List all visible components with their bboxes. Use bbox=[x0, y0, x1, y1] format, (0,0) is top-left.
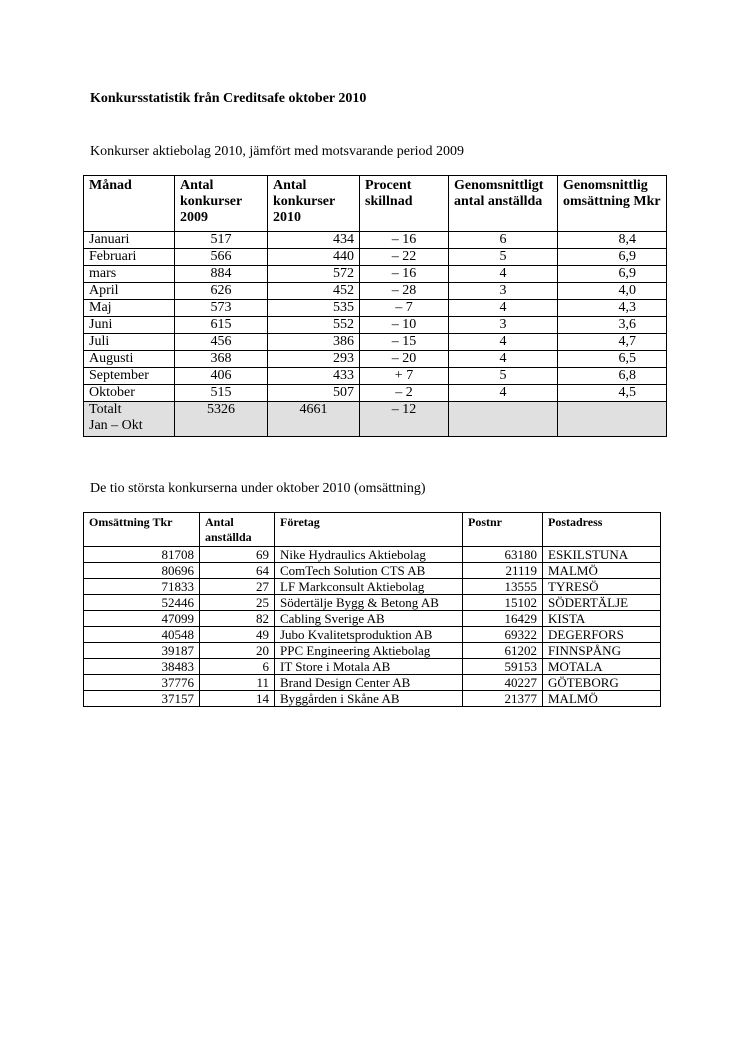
cell-company: Byggården i Skåne AB bbox=[275, 691, 463, 707]
cell-avg-turnover: 4,3 bbox=[558, 300, 667, 317]
table-row bbox=[84, 283, 667, 300]
cell-percent-diff: – 10 bbox=[360, 317, 449, 334]
bankruptcy-monthly-table bbox=[83, 175, 667, 437]
table-header-row bbox=[84, 176, 667, 232]
cell-count-2009: 566 bbox=[175, 249, 268, 266]
total-row bbox=[84, 402, 667, 437]
cell-count-2010: 440 bbox=[268, 249, 360, 266]
cell-postcode: 21119 bbox=[463, 563, 543, 579]
table-row bbox=[84, 691, 661, 707]
cell-month: Juli bbox=[84, 334, 175, 351]
cell-month: September bbox=[84, 368, 175, 385]
cell-avg-employees: 6 bbox=[449, 232, 558, 249]
cell-avg-employees: 3 bbox=[449, 317, 558, 334]
cell-city: MALMÖ bbox=[543, 691, 661, 707]
cell-count-2010: 433 bbox=[268, 368, 360, 385]
cell-count-2009: 515 bbox=[175, 385, 268, 402]
total-label bbox=[84, 402, 175, 437]
cell-percent-diff: – 20 bbox=[360, 351, 449, 368]
section1-heading: Konkurser aktiebolag 2010, jämfört med motsvarande period 2009 bbox=[90, 144, 465, 159]
header-turnover: Omsättning Tkr bbox=[84, 513, 200, 547]
cell-postcode: 15102 bbox=[463, 595, 543, 611]
header-avg-turnover: Genomsnittlig omsättning Mkr bbox=[558, 176, 667, 232]
cell-company: Södertälje Bygg & Betong AB bbox=[275, 595, 463, 611]
cell-avg-turnover: 8,4 bbox=[558, 232, 667, 249]
total-count-2009: 5326 bbox=[175, 402, 268, 437]
largest-bankruptcies-table bbox=[83, 512, 661, 707]
cell-city: ESKILSTUNA bbox=[543, 547, 661, 563]
cell-month: Maj bbox=[84, 300, 175, 317]
total-label-line1: Totalt bbox=[89, 402, 122, 417]
cell-company: Brand Design Center AB bbox=[275, 675, 463, 691]
cell-month: Oktober bbox=[84, 385, 175, 402]
cell-turnover: 39187 bbox=[84, 643, 200, 659]
cell-employees: 14 bbox=[200, 691, 275, 707]
cell-count-2010: 293 bbox=[268, 351, 360, 368]
total-empty-cell bbox=[558, 402, 667, 437]
table-row bbox=[84, 266, 667, 283]
table-row bbox=[84, 232, 667, 249]
cell-postcode: 13555 bbox=[463, 579, 543, 595]
cell-count-2010: 507 bbox=[268, 385, 360, 402]
table-row bbox=[84, 675, 661, 691]
section2-heading: De tio största konkurserna under oktober 2010 (omsättning) bbox=[90, 481, 426, 496]
cell-postcode: 69322 bbox=[463, 627, 543, 643]
cell-employees: 11 bbox=[200, 675, 275, 691]
cell-turnover: 37157 bbox=[84, 691, 200, 707]
header-postcode: Postnr bbox=[463, 513, 543, 547]
cell-count-2010: 572 bbox=[268, 266, 360, 283]
cell-count-2010: 552 bbox=[268, 317, 360, 334]
cell-employees: 6 bbox=[200, 659, 275, 675]
cell-avg-employees: 4 bbox=[449, 266, 558, 283]
table-row bbox=[84, 627, 661, 643]
cell-count-2010: 434 bbox=[268, 232, 360, 249]
cell-city: TYRESÖ bbox=[543, 579, 661, 595]
cell-count-2010: 386 bbox=[268, 334, 360, 351]
header-month: Månad bbox=[84, 176, 175, 232]
table-row bbox=[84, 249, 667, 266]
header-count-2009: Antal konkurser 2009 bbox=[175, 176, 268, 232]
cell-month: Juni bbox=[84, 317, 175, 334]
cell-postcode: 61202 bbox=[463, 643, 543, 659]
cell-month: Augusti bbox=[84, 351, 175, 368]
cell-company: Cabling Sverige AB bbox=[275, 611, 463, 627]
table-row bbox=[84, 385, 667, 402]
cell-company: PPC Engineering Aktiebolag bbox=[275, 643, 463, 659]
cell-postcode: 63180 bbox=[463, 547, 543, 563]
cell-company: ComTech Solution CTS AB bbox=[275, 563, 463, 579]
cell-city: KISTA bbox=[543, 611, 661, 627]
cell-count-2009: 517 bbox=[175, 232, 268, 249]
cell-percent-diff: + 7 bbox=[360, 368, 449, 385]
cell-avg-turnover: 6,9 bbox=[558, 249, 667, 266]
cell-city: FINNSPÅNG bbox=[543, 643, 661, 659]
cell-count-2009: 456 bbox=[175, 334, 268, 351]
table-row bbox=[84, 611, 661, 627]
cell-percent-diff: – 28 bbox=[360, 283, 449, 300]
cell-company: Nike Hydraulics Aktiebolag bbox=[275, 547, 463, 563]
cell-city: DEGERFORS bbox=[543, 627, 661, 643]
cell-turnover: 81708 bbox=[84, 547, 200, 563]
cell-percent-diff: – 16 bbox=[360, 266, 449, 283]
cell-avg-turnover: 3,6 bbox=[558, 317, 667, 334]
table-header-row bbox=[84, 513, 661, 547]
cell-count-2010: 452 bbox=[268, 283, 360, 300]
cell-avg-turnover: 6,9 bbox=[558, 266, 667, 283]
cell-employees: 64 bbox=[200, 563, 275, 579]
header-percent-diff: Procent skillnad bbox=[360, 176, 449, 232]
cell-company: Jubo Kvalitetsproduktion AB bbox=[275, 627, 463, 643]
cell-avg-turnover: 4,7 bbox=[558, 334, 667, 351]
cell-employees: 82 bbox=[200, 611, 275, 627]
cell-avg-employees: 5 bbox=[449, 368, 558, 385]
total-percent-diff: – 12 bbox=[360, 402, 449, 437]
cell-employees: 49 bbox=[200, 627, 275, 643]
table-row bbox=[84, 351, 667, 368]
cell-turnover: 40548 bbox=[84, 627, 200, 643]
table-row bbox=[84, 300, 667, 317]
table-row bbox=[84, 317, 667, 334]
table-row bbox=[84, 595, 661, 611]
cell-postcode: 59153 bbox=[463, 659, 543, 675]
cell-employees: 25 bbox=[200, 595, 275, 611]
cell-percent-diff: – 2 bbox=[360, 385, 449, 402]
cell-company: IT Store i Motala AB bbox=[275, 659, 463, 675]
cell-postcode: 16429 bbox=[463, 611, 543, 627]
cell-avg-employees: 4 bbox=[449, 300, 558, 317]
cell-percent-diff: – 22 bbox=[360, 249, 449, 266]
cell-company: LF Markconsult Aktiebolag bbox=[275, 579, 463, 595]
cell-avg-employees: 4 bbox=[449, 385, 558, 402]
document-title: Konkursstatistik från Creditsafe oktober 2010 bbox=[90, 91, 367, 106]
cell-count-2009: 615 bbox=[175, 317, 268, 334]
total-label-line2: Jan – Okt bbox=[89, 418, 143, 433]
cell-employees: 20 bbox=[200, 643, 275, 659]
cell-avg-turnover: 6,5 bbox=[558, 351, 667, 368]
cell-count-2009: 406 bbox=[175, 368, 268, 385]
header-company: Företag bbox=[275, 513, 463, 547]
cell-percent-diff: – 16 bbox=[360, 232, 449, 249]
table-row bbox=[84, 563, 661, 579]
cell-avg-employees: 3 bbox=[449, 283, 558, 300]
cell-count-2010: 535 bbox=[268, 300, 360, 317]
cell-percent-diff: – 7 bbox=[360, 300, 449, 317]
cell-avg-turnover: 6,8 bbox=[558, 368, 667, 385]
cell-city: GÖTEBORG bbox=[543, 675, 661, 691]
header-employees: Antal anställda bbox=[200, 513, 275, 547]
cell-month: April bbox=[84, 283, 175, 300]
table-row bbox=[84, 334, 667, 351]
table-row bbox=[84, 659, 661, 675]
cell-month: Februari bbox=[84, 249, 175, 266]
cell-avg-employees: 5 bbox=[449, 249, 558, 266]
cell-city: MALMÖ bbox=[543, 563, 661, 579]
header-count-2010: Antal konkurser 2010 bbox=[268, 176, 360, 232]
header-avg-employees: Genomsnittligt antal anställda bbox=[449, 176, 558, 232]
cell-employees: 69 bbox=[200, 547, 275, 563]
cell-city: SÖDERTÄLJE bbox=[543, 595, 661, 611]
total-count-2010: 4661 bbox=[268, 402, 360, 437]
table-row bbox=[84, 643, 661, 659]
cell-month: mars bbox=[84, 266, 175, 283]
cell-city: MOTALA bbox=[543, 659, 661, 675]
cell-turnover: 52446 bbox=[84, 595, 200, 611]
cell-postcode: 21377 bbox=[463, 691, 543, 707]
cell-turnover: 71833 bbox=[84, 579, 200, 595]
cell-avg-employees: 4 bbox=[449, 334, 558, 351]
cell-month: Januari bbox=[84, 232, 175, 249]
header-city: Postadress bbox=[543, 513, 661, 547]
table-row bbox=[84, 579, 661, 595]
total-empty-cell bbox=[449, 402, 558, 437]
cell-turnover: 47099 bbox=[84, 611, 200, 627]
cell-turnover: 80696 bbox=[84, 563, 200, 579]
cell-avg-employees: 4 bbox=[449, 351, 558, 368]
table-row bbox=[84, 368, 667, 385]
cell-turnover: 37776 bbox=[84, 675, 200, 691]
cell-percent-diff: – 15 bbox=[360, 334, 449, 351]
cell-avg-turnover: 4,0 bbox=[558, 283, 667, 300]
cell-avg-turnover: 4,5 bbox=[558, 385, 667, 402]
cell-count-2009: 626 bbox=[175, 283, 268, 300]
cell-postcode: 40227 bbox=[463, 675, 543, 691]
cell-employees: 27 bbox=[200, 579, 275, 595]
cell-count-2009: 368 bbox=[175, 351, 268, 368]
cell-count-2009: 884 bbox=[175, 266, 268, 283]
table-row bbox=[84, 547, 661, 563]
cell-count-2009: 573 bbox=[175, 300, 268, 317]
cell-turnover: 38483 bbox=[84, 659, 200, 675]
